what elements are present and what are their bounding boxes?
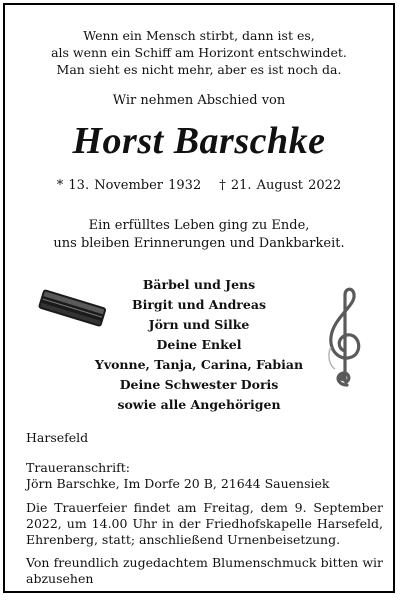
quote-line: Ein erfülltes Leben ging zu Ende, [88,218,310,233]
ceremony-info: Die Trauerfeier findet am Freitag, dem 9. September 2022, um 14.00 Uhr in der Friedhofskapelle Harsefeld, Ehrenberg, statt; anschließend Urnenbeisetzung. [26,500,383,547]
birth-date: * 13. November 1932 [56,178,202,193]
life-dates [5,178,393,193]
mourner-line: Birgit und Andreas [132,297,266,312]
poem [5,27,393,78]
address-label: Traueranschrift: [26,460,130,475]
memorial-quote [5,217,393,253]
treble-clef-icon [321,285,369,390]
farewell-intro: Wir nehmen Abschied von [112,93,286,108]
flowers-note: Von freundlich zugedachtem Blumenschmuck bitten wir abzusehen [26,555,383,586]
mourner-line: sowie alle Angehörigen [117,397,281,412]
place: Harsefeld [26,430,89,445]
mourner-line: Bärbel und Jens [142,277,256,292]
mourner-line: Deine Schwester Doris [119,377,279,392]
mourner-line: Jörn und Silke [148,317,250,332]
mourner-line: Yvonne, Tanja, Carina, Fabian [94,357,304,372]
poem-line: Man sieht es nicht mehr, aber es ist noch da. [56,62,342,77]
mourning-address [26,460,383,492]
mourner-line: Deine Enkel [156,337,242,352]
obituary-notice [3,3,395,593]
quote-line: uns bleiben Erinnerungen und Dankbarkeit. [53,236,345,251]
poem-line: Wenn ein Mensch stirbt, dann ist es, [83,28,315,43]
address-text: Jörn Barschke, Im Dorfe 20 B, 21644 Sauensiek [26,476,330,491]
death-date: † 21. August 2022 [219,178,342,193]
deceased-name: Horst Barschke [72,120,326,162]
poem-line: als wenn ein Schiff am Horizont entschwindet. [51,45,347,60]
